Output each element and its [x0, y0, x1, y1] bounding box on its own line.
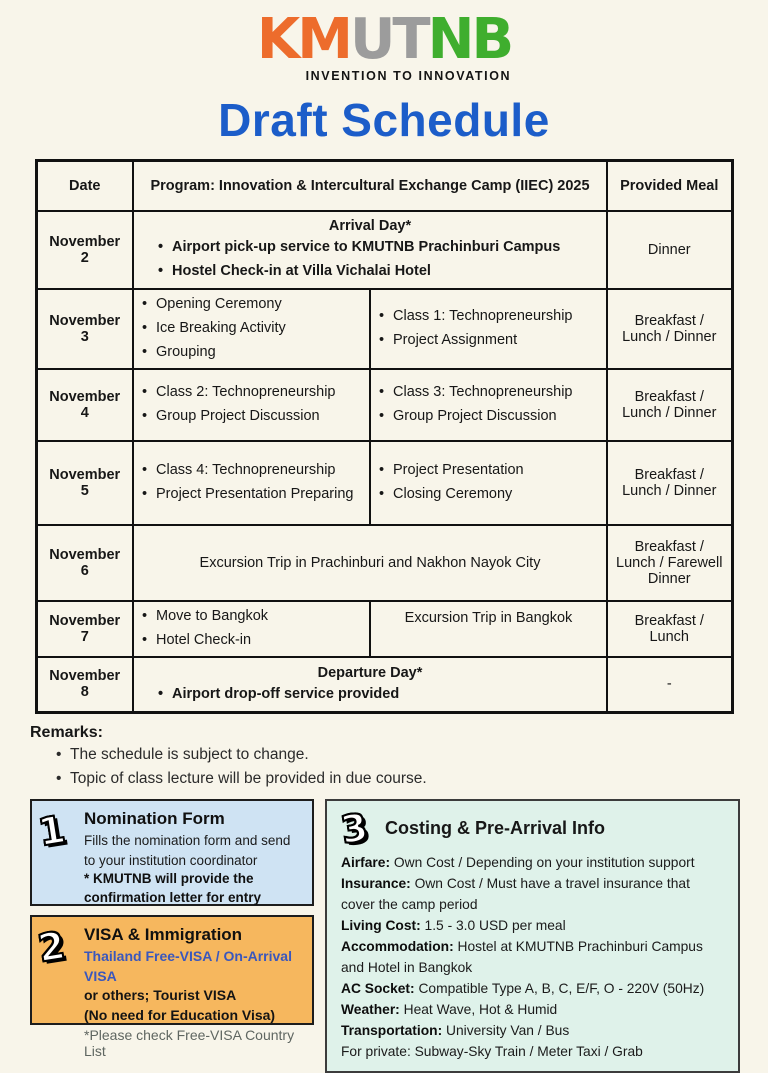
program-item: • Hostel Check-in at Villa Vichalai Hotel: [158, 262, 598, 281]
meal-cell: -: [607, 657, 732, 713]
program-cell-left: [133, 289, 370, 369]
table-row: [36, 657, 732, 713]
logo-letters-km: KM: [256, 7, 350, 72]
program-item: • Project Assignment: [379, 331, 598, 350]
info-item-transportation: Transportation: University Van / Bus: [341, 1023, 570, 1039]
remarks-section: [30, 724, 768, 789]
schedule-table: [35, 159, 734, 714]
visa-title: VISA & Immigration: [84, 925, 243, 945]
info-item-insurance: Insurance: Own Cost / Must have a travel insurance that cover the camp period: [341, 876, 690, 913]
program-item: • Group Project Discussion: [142, 407, 361, 426]
remark-item: • The schedule is subject to change.: [56, 745, 768, 765]
program-item: • Class 3: Technopreneurship: [379, 383, 598, 402]
logo-letters-nb: NB: [427, 7, 512, 72]
meal-cell: Breakfast / Lunch / Farewell Dinner: [607, 525, 732, 601]
visa-immigration-box: [30, 915, 314, 1059]
program-item: • Airport drop-off service provided: [158, 685, 598, 704]
visa-line: or others; Tourist VISA: [84, 987, 237, 1004]
visa-highlight-text: Thailand Free-VISA / On-Arrival VISA: [84, 948, 292, 984]
program-cell-left: [133, 369, 370, 441]
date-cell: November 8: [36, 657, 133, 713]
costing-title: Costing & Pre-Arrival Info: [385, 817, 606, 838]
program-item: • Airport pick-up service to KMUTNB Prachinburi Campus: [158, 238, 598, 257]
program-item: • Project Presentation: [379, 461, 598, 480]
program-cell-right: [370, 289, 607, 369]
logo-tagline: INVENTION TO INNOVATION: [305, 69, 512, 83]
header: [0, 0, 768, 147]
info-item-living-cost: Living Cost: 1.5 - 3.0 USD per meal: [341, 918, 566, 934]
program-item: • Opening Ceremony: [142, 295, 361, 314]
meal-cell: Dinner: [607, 211, 732, 289]
date-cell: November 6: [36, 525, 133, 601]
meal-cell: Breakfast / Lunch / Dinner: [607, 441, 732, 525]
program-item: • Grouping: [142, 343, 361, 362]
info-item-ac-socket: AC Socket: Compatible Type A, B, C, E/F, O - 220V (50Hz): [341, 981, 705, 997]
info-item-weather: Weather: Heat Wave, Hot & Humid: [341, 1002, 558, 1018]
table-row: [36, 211, 732, 289]
date-cell: November 2: [36, 211, 133, 289]
visa-note: *Please check Free-VISA Country List: [84, 1026, 295, 1059]
header-date: Date: [36, 161, 133, 211]
table-row: [36, 601, 732, 657]
nomination-form-note: * KMUTNB will provide the confirmation letter for entry: [84, 871, 262, 906]
info-item-accommodation: Accommodation: Hostel at KMUTNB Prachinburi Campus and Hotel in Bangkok: [341, 939, 703, 976]
date-cell: November 7: [36, 601, 133, 657]
program-cell-right: [370, 441, 607, 525]
remarks-title: Remarks:: [30, 724, 103, 741]
program-cell: [133, 211, 607, 289]
visa-line: (No need for Education Visa): [84, 1007, 276, 1024]
costing-box: [325, 799, 740, 1073]
program-item: • Class 2: Technopreneurship: [142, 383, 361, 402]
nomination-form-title: Nomination Form: [84, 809, 225, 829]
nomination-form-box: [30, 799, 314, 906]
program-cell: [133, 657, 607, 713]
program-item: • Class 4: Technopreneurship: [142, 461, 361, 480]
program-cell-right: [370, 369, 607, 441]
date-cell: November 3: [36, 289, 133, 369]
meal-cell: Breakfast / Lunch / Dinner: [607, 369, 732, 441]
table-row: [36, 369, 732, 441]
info-boxes: [0, 789, 768, 1073]
day-heading: Arrival Day*: [328, 218, 412, 235]
step-3-badge: 3: [337, 805, 371, 853]
nomination-form-body: Fills the nomination form and send to your institution coordinator: [84, 833, 291, 868]
meal-cell: Breakfast / Lunch: [607, 601, 732, 657]
table-row: [36, 441, 732, 525]
program-item: • Class 1: Technopreneurship: [379, 307, 598, 326]
info-item-airfare: Airfare: Own Cost / Depending on your institution support: [341, 855, 695, 871]
header-provided-meal: Provided Meal: [607, 161, 732, 211]
page-title: Draft Schedule: [218, 94, 550, 146]
program-item: • Group Project Discussion: [379, 407, 598, 426]
program-item: • Ice Breaking Activity: [142, 319, 361, 338]
logo-letters-ut: UT: [349, 7, 428, 72]
program-item: • Move to Bangkok: [142, 607, 361, 626]
remark-item: • Topic of class lecture will be provided in due course.: [56, 769, 768, 789]
meal-cell: Breakfast / Lunch / Dinner: [607, 289, 732, 369]
program-item: • Closing Ceremony: [379, 485, 598, 504]
program-item: • Project Presentation Preparing: [142, 485, 361, 504]
program-cell-left: [133, 441, 370, 525]
program-cell: Excursion Trip in Prachinburi and Nakhon Nayok City: [133, 525, 607, 601]
program-cell-right: Excursion Trip in Bangkok: [370, 601, 607, 657]
table-header-row: [36, 161, 732, 211]
info-item-private-transport: For private: Subway-Sky Train / Meter Taxi / Grab: [341, 1044, 643, 1059]
program-cell-left: [133, 601, 370, 657]
table-row: [36, 289, 732, 369]
header-program: Program: Innovation & Intercultural Exchange Camp (IIEC) 2025: [133, 161, 607, 211]
date-cell: November 5: [36, 441, 133, 525]
kmutnb-logo: [256, 7, 512, 83]
program-item: • Hotel Check-in: [142, 631, 361, 650]
date-cell: November 4: [36, 369, 133, 441]
step-1-badge: 1: [35, 807, 69, 855]
step-2-badge: 2: [35, 923, 69, 971]
table-row: [36, 525, 732, 601]
day-heading: Departure Day*: [317, 664, 423, 681]
costing-items: [341, 853, 724, 1063]
kmutnb-logo-text: [256, 7, 512, 72]
